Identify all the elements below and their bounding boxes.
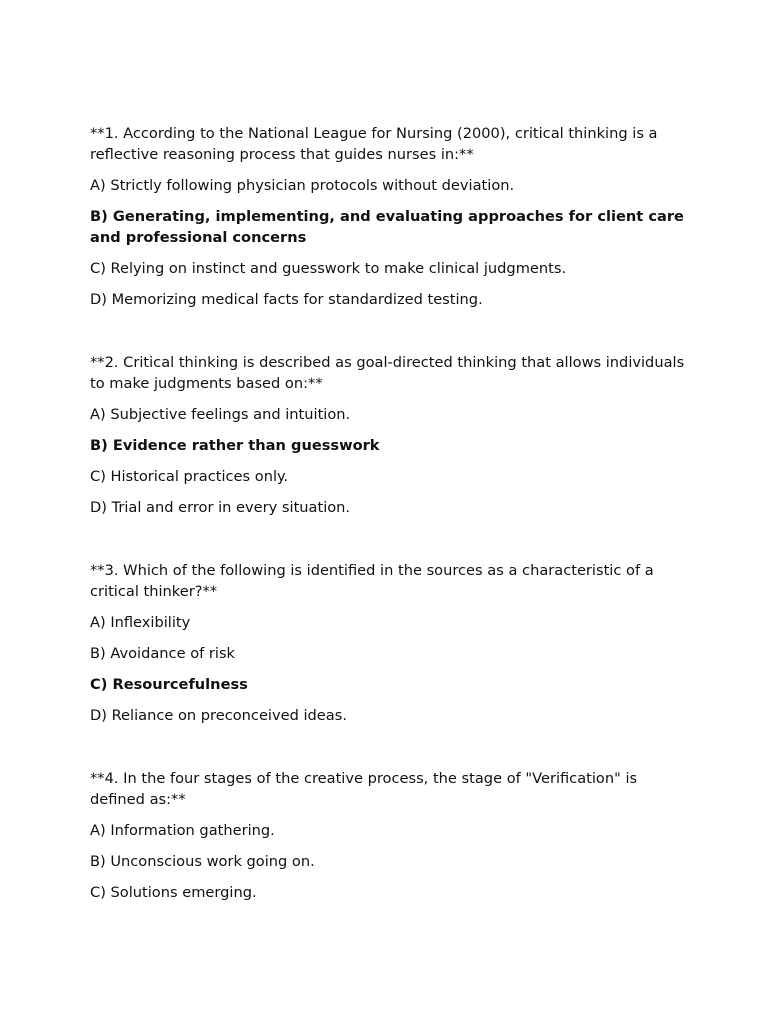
option-b: B) Avoidance of risk xyxy=(90,645,236,662)
option-a: A) Inflexibility xyxy=(90,614,191,631)
option-b-correct: B) Generating, implementing, and evaluating approaches for client care and professional concerns xyxy=(90,208,684,246)
option-c: C) Historical practices only. xyxy=(90,468,289,485)
question-stem: **1. According to the National League for Nursing (2000), critical thinking is a reflective reasoning process that guides nurses in:** xyxy=(90,125,658,163)
option-a: A) Strictly following physician protocols without deviation. xyxy=(90,177,515,194)
question-stem: **2. Critical thinking is described as goal-directed thinking that allows individuals to make judgments based on:** xyxy=(90,354,685,392)
option-b: B) Unconscious work going on. xyxy=(90,853,315,870)
option-d: D) Reliance on preconceived ideas. xyxy=(90,707,347,724)
option-c-correct: C) Resourcefulness xyxy=(90,676,248,693)
option-c: C) Relying on instinct and guesswork to make clinical judgments. xyxy=(90,260,567,277)
option-d: D) Trial and error in every situation. xyxy=(90,499,351,516)
quiz-document xyxy=(90,123,690,913)
question-3 xyxy=(90,560,690,726)
question-4 xyxy=(90,768,690,903)
option-b-correct: B) Evidence rather than guesswork xyxy=(90,437,380,454)
option-a: A) Information gathering. xyxy=(90,822,275,839)
option-d: D) Memorizing medical facts for standardized testing. xyxy=(90,291,483,308)
question-1 xyxy=(90,123,690,310)
question-2 xyxy=(90,352,690,518)
question-stem: **3. Which of the following is identified in the sources as a characteristic of a critical thinker?** xyxy=(90,562,654,600)
question-stem: **4. In the four stages of the creative process, the stage of "Verification" is defined as:** xyxy=(90,770,638,808)
option-c: C) Solutions emerging. xyxy=(90,884,257,901)
option-a: A) Subjective feelings and intuition. xyxy=(90,406,351,423)
